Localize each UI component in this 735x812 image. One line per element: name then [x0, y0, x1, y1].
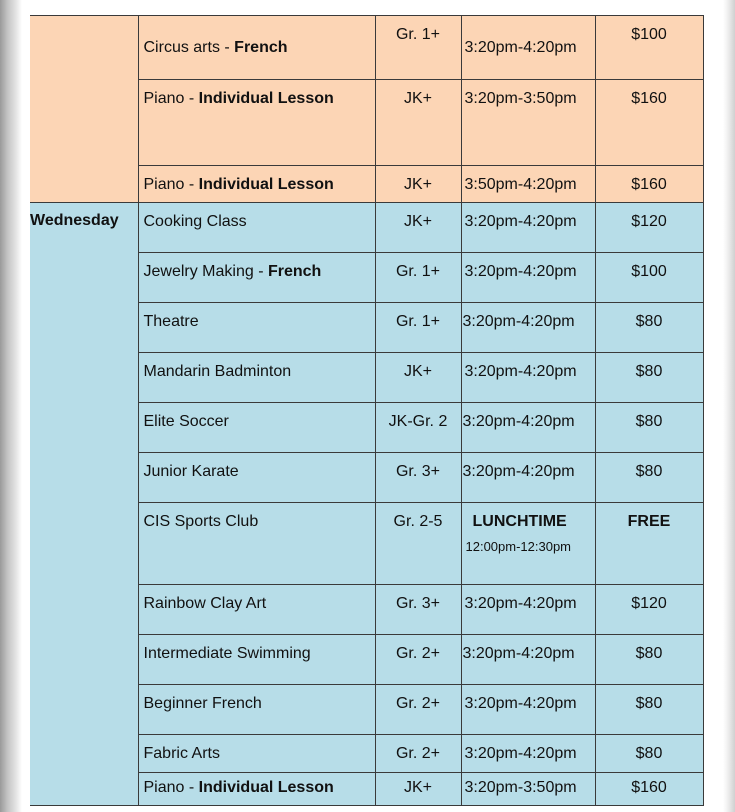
time-cell	[461, 303, 595, 353]
price-cell	[595, 685, 703, 735]
price-value: $100	[631, 26, 667, 43]
day-cell-wednesday	[30, 203, 138, 806]
activity-name: Elite Soccer	[143, 413, 229, 430]
grade-value: Gr. 1+	[395, 313, 441, 330]
grade-cell	[375, 203, 461, 253]
time-value: 3:20pm-3:50pm	[464, 779, 577, 796]
activity-cell	[138, 685, 375, 735]
activity-cell	[138, 503, 375, 585]
grade-value: Gr. 1+	[395, 26, 441, 43]
time-value: 3:20pm-4:20pm	[464, 595, 577, 612]
time-cell	[461, 166, 595, 203]
activity-name: Piano	[143, 779, 185, 796]
grade-cell	[375, 353, 461, 403]
table-row	[30, 16, 703, 80]
time-cell	[461, 80, 595, 166]
price-cell	[595, 166, 703, 203]
activity-cell	[138, 353, 375, 403]
price-cell	[595, 773, 703, 806]
price-cell	[595, 80, 703, 166]
activity-separator: -	[184, 779, 199, 796]
time-value: 3:20pm-4:20pm	[464, 39, 577, 56]
price-cell	[595, 16, 703, 80]
time-value: 3:20pm-4:20pm	[464, 745, 577, 762]
grade-cell	[375, 503, 461, 585]
activity-cell	[138, 253, 375, 303]
activity-cell	[138, 403, 375, 453]
price-cell	[595, 203, 703, 253]
grade-value: Gr. 2-5	[393, 513, 443, 530]
time-value: 3:20pm-4:20pm	[464, 363, 577, 380]
activity-suffix: Individual Lesson	[198, 779, 334, 796]
time-cell	[461, 735, 595, 773]
price-value: FREE	[627, 513, 671, 530]
time-cell	[461, 253, 595, 303]
activity-cell	[138, 773, 375, 806]
price-value: $80	[635, 745, 663, 762]
time-value: 3:20pm-3:50pm	[464, 90, 577, 107]
grade-cell	[375, 303, 461, 353]
price-value: $120	[631, 213, 667, 230]
grade-cell	[375, 16, 461, 80]
activity-name: Intermediate Swimming	[143, 645, 311, 662]
grade-cell	[375, 773, 461, 806]
grade-value: JK+	[403, 363, 432, 380]
grade-cell	[375, 403, 461, 453]
activity-cell	[138, 80, 375, 166]
price-value: $80	[635, 463, 663, 480]
time-value: 3:20pm-4:20pm	[464, 695, 577, 712]
time-cell	[461, 16, 595, 80]
day-label: Wednesday	[30, 212, 119, 229]
grade-value: Gr. 3+	[395, 595, 441, 612]
activity-cell	[138, 735, 375, 773]
grade-value: Gr. 2+	[395, 745, 441, 762]
activity-name: Mandarin Badminton	[143, 363, 292, 380]
time-cell	[461, 453, 595, 503]
activity-cell	[138, 16, 375, 80]
activity-name: Fabric Arts	[143, 745, 220, 762]
activity-cell	[138, 303, 375, 353]
activity-name: Piano	[143, 90, 185, 107]
grade-value: Gr. 3+	[395, 463, 441, 480]
time-detail: 12:00pm-12:30pm	[465, 539, 572, 554]
activity-name: Piano	[143, 176, 185, 193]
time-cell	[461, 403, 595, 453]
time-cell	[461, 585, 595, 635]
time-value: 3:20pm-4:20pm	[462, 463, 575, 480]
activity-cell	[138, 453, 375, 503]
grade-cell	[375, 453, 461, 503]
activity-name: Junior Karate	[143, 463, 239, 480]
activity-separator: -	[184, 90, 199, 107]
activity-suffix: French	[267, 263, 322, 280]
time-cell	[461, 503, 595, 585]
price-cell	[595, 303, 703, 353]
time-cell	[461, 635, 595, 685]
page-shadow-right	[723, 0, 735, 812]
price-value: $120	[631, 595, 667, 612]
grade-value: JK+	[403, 213, 432, 230]
price-value: $160	[631, 90, 667, 107]
activity-name: Rainbow Clay Art	[143, 595, 267, 612]
activity-suffix: Individual Lesson	[198, 176, 334, 193]
grade-cell	[375, 166, 461, 203]
grade-value: Gr. 2+	[395, 695, 441, 712]
activity-name: Cooking Class	[143, 213, 247, 230]
price-cell	[595, 403, 703, 453]
time-value: 3:20pm-4:20pm	[462, 413, 575, 430]
grade-value: JK-Gr. 2	[388, 413, 448, 430]
time-cell	[461, 773, 595, 806]
price-value: $80	[635, 645, 663, 662]
activity-suffix: Individual Lesson	[198, 90, 334, 107]
time-value: 3:50pm-4:20pm	[464, 176, 577, 193]
time-value: 3:20pm-4:20pm	[462, 645, 575, 662]
price-value: $100	[631, 263, 667, 280]
activity-name: CIS Sports Club	[143, 513, 259, 530]
activity-cell	[138, 635, 375, 685]
price-value: $160	[631, 779, 667, 796]
grade-cell	[375, 253, 461, 303]
grade-cell	[375, 585, 461, 635]
price-value: $80	[635, 363, 663, 380]
activity-name: Jewelry Making	[143, 263, 254, 280]
activity-cell	[138, 166, 375, 203]
price-cell	[595, 453, 703, 503]
table-row	[30, 203, 703, 253]
time-cell	[461, 353, 595, 403]
price-value: $80	[635, 313, 663, 330]
time-value: 3:20pm-4:20pm	[462, 313, 575, 330]
grade-cell	[375, 80, 461, 166]
activity-name: Beginner French	[143, 695, 262, 712]
grade-value: JK+	[403, 779, 432, 796]
price-value: $80	[635, 695, 663, 712]
activity-cell	[138, 203, 375, 253]
price-value: $160	[631, 176, 667, 193]
time-value: 3:20pm-4:20pm	[464, 213, 577, 230]
time-value: 3:20pm-4:20pm	[464, 263, 577, 280]
price-cell	[595, 353, 703, 403]
time-value: LUNCHTIME	[472, 513, 567, 530]
price-cell	[595, 735, 703, 773]
grade-value: JK+	[403, 176, 432, 193]
grade-cell	[375, 635, 461, 685]
grade-value: Gr. 1+	[395, 263, 441, 280]
price-cell	[595, 503, 703, 585]
price-cell	[595, 635, 703, 685]
price-cell	[595, 585, 703, 635]
activity-cell	[138, 585, 375, 635]
grade-cell	[375, 685, 461, 735]
grade-cell	[375, 735, 461, 773]
activity-suffix: French	[234, 39, 288, 56]
grade-value: Gr. 2+	[395, 645, 441, 662]
activity-separator: -	[184, 176, 199, 193]
price-cell	[595, 253, 703, 303]
activity-name: Theatre	[143, 313, 199, 330]
time-cell	[461, 203, 595, 253]
grade-value: JK+	[403, 90, 432, 107]
price-value: $80	[635, 413, 663, 430]
schedule-table	[30, 15, 704, 806]
page-shadow-left	[0, 0, 22, 812]
day-cell-previous	[30, 16, 138, 203]
activity-separator: -	[253, 263, 268, 280]
time-cell	[461, 685, 595, 735]
activity-name: Circus arts	[143, 39, 220, 56]
activity-separator: -	[219, 39, 235, 56]
